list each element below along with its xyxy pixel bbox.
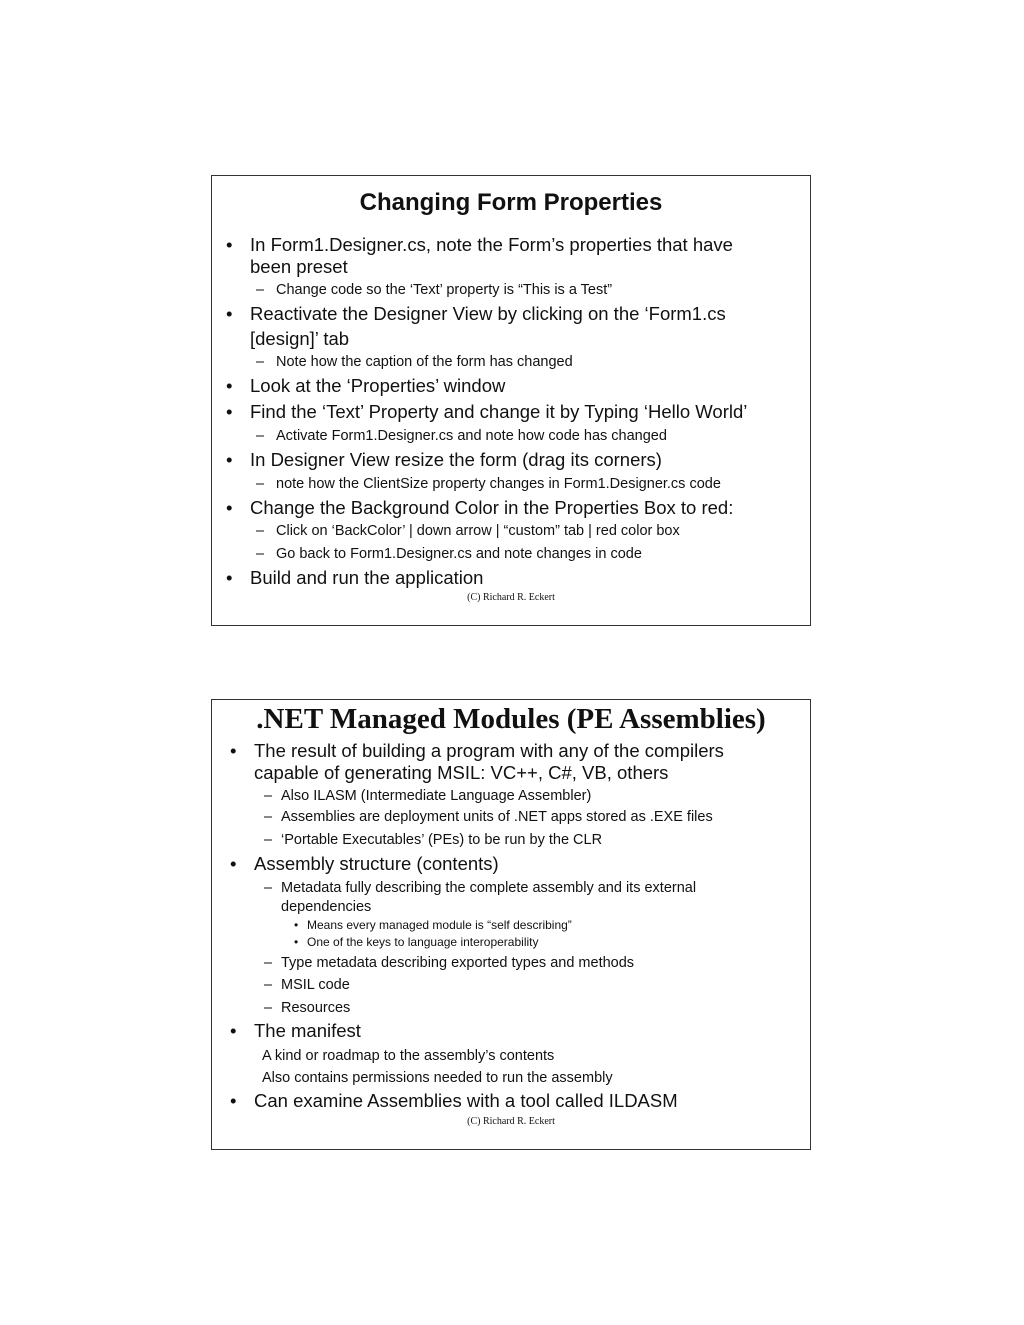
dash-icon: – (256, 282, 265, 298)
dash-icon: – (264, 1000, 273, 1016)
slide-footer: (C) Richard R. Eckert (467, 1116, 555, 1127)
dash-icon: – (256, 546, 265, 562)
slide-title: .NET Managed Modules (PE Assemblies) (256, 703, 766, 735)
item-text: Can examine Assemblies with a tool called ILDASM (254, 1090, 678, 1111)
item-text: Means every managed module is “self describing” (307, 918, 572, 932)
item-text: Also contains permissions needed to run the assembly (262, 1070, 613, 1086)
item-text: Go back to Form1.Designer.cs and note changes in code (276, 546, 642, 562)
bullet-icon: • (226, 567, 233, 588)
item-text: [design]’ tab (250, 328, 350, 349)
dash-icon: – (264, 832, 273, 848)
item-text: Change the Background Color in the Properties Box to red: (250, 497, 734, 518)
item-text: The result of building a program with any of the compilers (254, 740, 724, 761)
item-text: Also ILASM (Intermediate Language Assembler) (281, 788, 592, 804)
bullet-icon: • (226, 449, 233, 470)
item-text: Type metadata describing exported types and methods (281, 955, 635, 971)
dash-icon: – (256, 354, 265, 370)
item-text: Assembly structure (contents) (254, 853, 499, 874)
bullet-icon: • (230, 740, 237, 761)
dash-icon: – (264, 955, 273, 971)
item-text: Click on ‘BackColor’ | down arrow | “custom” tab | red color box (276, 523, 680, 539)
dash-icon: – (256, 428, 265, 444)
item-text: In Designer View resize the form (drag its corners) (250, 449, 662, 470)
item-text: The manifest (254, 1020, 361, 1041)
dash-icon: – (264, 880, 273, 896)
bullet-icon: • (230, 1020, 237, 1041)
slide-changing-form-properties (211, 175, 811, 626)
item-text: Look at the ‘Properties’ window (250, 375, 506, 396)
bullet-icon: • (226, 375, 233, 396)
item-text: In Form1.Designer.cs, note the Form’s properties that have (250, 234, 733, 255)
item-text: Assemblies are deployment units of .NET apps stored as .EXE files (281, 809, 713, 825)
item-text: MSIL code (281, 977, 350, 993)
item-text: been preset (250, 256, 348, 277)
dash-icon: – (256, 476, 265, 492)
item-text: capable of generating MSIL: VC++, C#, VB, others (254, 762, 669, 783)
dash-icon: – (264, 788, 273, 804)
item-text: One of the keys to language interoperability (307, 935, 539, 949)
item-text: Activate Form1.Designer.cs and note how code has changed (276, 428, 667, 444)
item-text: Build and run the application (250, 567, 484, 588)
item-text: note how the ClientSize property changes in Form1.Designer.cs code (276, 476, 721, 492)
item-text: Change code so the ‘Text’ property is “This is a Test” (276, 282, 613, 298)
bullet-icon: • (294, 935, 299, 949)
bullet-icon: • (226, 303, 233, 324)
slide-footer: (C) Richard R. Eckert (467, 592, 555, 603)
item-text: ‘Portable Executables’ (PEs) to be run by the CLR (281, 832, 603, 848)
dash-icon: – (264, 809, 273, 825)
item-text: Find the ‘Text’ Property and change it by Typing ‘Hello World’ (250, 401, 748, 422)
slide-title: Changing Form Properties (359, 189, 663, 216)
dash-icon: – (256, 523, 265, 539)
bullet-icon: • (226, 401, 233, 422)
item-text: dependencies (281, 899, 372, 915)
item-text: A kind or roadmap to the assembly’s contents (262, 1048, 555, 1064)
bullet-icon: • (230, 853, 237, 874)
bullet-icon: • (226, 497, 233, 518)
item-text: Reactivate the Designer View by clicking on the ‘Form1.cs (250, 303, 726, 324)
item-text: Resources (281, 1000, 351, 1016)
slide-net-managed-modules (211, 699, 811, 1150)
bullet-icon: • (226, 234, 233, 255)
bullet-icon: • (294, 918, 299, 932)
item-text: Note how the caption of the form has changed (276, 354, 573, 370)
item-text: Metadata fully describing the complete assembly and its external (281, 880, 697, 896)
dash-icon: – (264, 977, 273, 993)
bullet-icon: • (230, 1090, 237, 1111)
